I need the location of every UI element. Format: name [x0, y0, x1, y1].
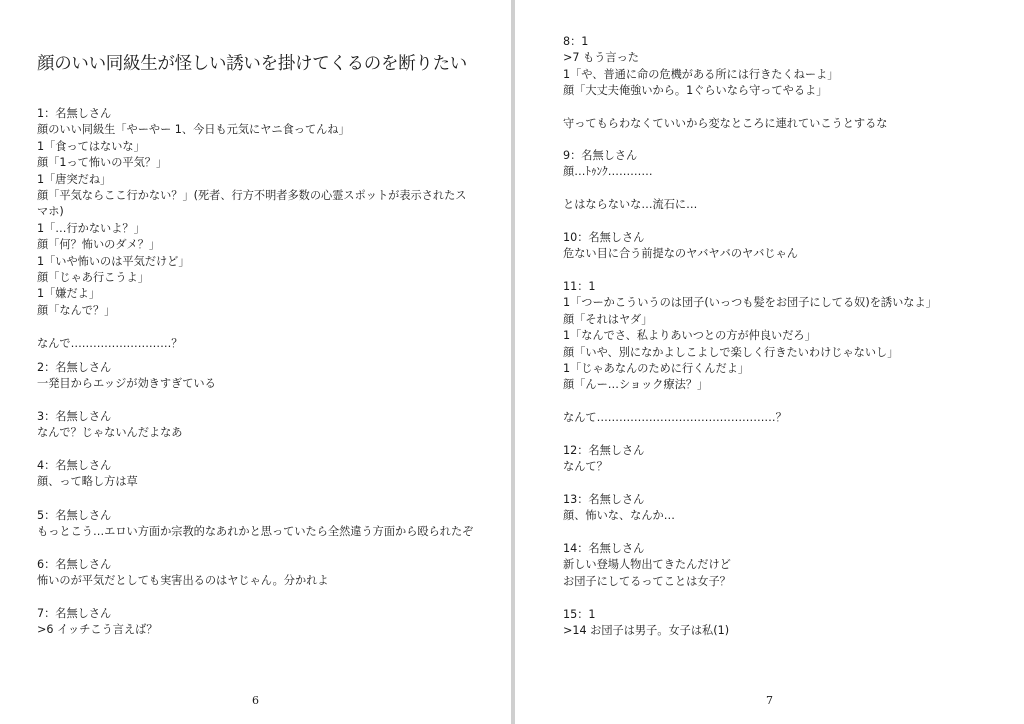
post-line: 顔「いや、別になかよしこよしで楽しく行きたいわけじゃないし」 [563, 345, 899, 359]
post-header: 13：名無しさん [563, 493, 645, 506]
page-left [0, 0, 511, 724]
post-line: 1「なんでさ、私よりあいつとの方が仲良いだろ」 [563, 329, 816, 343]
post-line: 顔「何？怖いのダメ？」 [37, 238, 161, 252]
post [37, 557, 477, 590]
post-header: 8：1 [563, 35, 589, 48]
page-number-right: 7 [766, 694, 773, 707]
document-title: 顔のいい同級生が怪しい誘いを掛けてくるのを断りたい [37, 54, 467, 74]
post-header: 7：名無しさん [37, 607, 112, 620]
post-line: 1「つーかこういうのは団子(いっつも髪をお団子にしてる奴)を誘いなよ」 [563, 296, 937, 310]
blank-line [563, 100, 993, 116]
post [37, 606, 477, 639]
post-header: 4：名無しさん [37, 459, 112, 472]
post-header: 11：1 [563, 280, 596, 293]
post-line: 一発目からエッジが効きすぎている [37, 377, 216, 391]
post-line: 1「じゃあなんのために行くんだよ」 [563, 362, 750, 376]
post-line: なんで？じゃないんだよなあ [37, 426, 183, 440]
post-line: 1「唐突だね」 [37, 172, 112, 186]
post-line: なんて？ [563, 460, 608, 474]
post-header: 2：名無しさん [37, 361, 112, 374]
blank-line [37, 319, 477, 335]
post-line: 怖いのが平気だとしても実害出るのはヤじゃん。分かれよ [37, 574, 329, 588]
post-header: 3：名無しさん [37, 410, 112, 423]
post-header: 5：名無しさん [37, 509, 112, 522]
post [563, 443, 993, 476]
post [563, 492, 993, 525]
post-line: 危ない目に合う前提なのヤバヤバのヤバじゃん [563, 247, 798, 261]
post-line: 顔、って略し方は草 [37, 475, 138, 489]
post-header: 1：名無しさん [37, 107, 112, 120]
post-line: 1「や、普通に命の危機がある所には行きたくねーよ」 [563, 67, 839, 81]
post-header: 10：名無しさん [563, 231, 645, 244]
page-right [515, 0, 1024, 724]
post [563, 541, 993, 590]
post [563, 148, 993, 214]
post-line: なんで………………………？ [37, 336, 183, 350]
blank-line [563, 394, 993, 410]
post-line: 新しい登場人物出てきたんだけど [563, 558, 731, 572]
post-line: 顔のいい同級生「やーやー 1、今日も元気にヤニ食ってんね」 [37, 123, 350, 137]
post-line: 顔「じゃあ行こうよ」 [37, 271, 149, 285]
post [37, 360, 477, 393]
post-line: 1「食ってはないな」 [37, 139, 145, 153]
post-line: 顔「んー…ショック療法？」 [563, 378, 709, 392]
post-line: とはならないな…流石に… [563, 198, 698, 212]
post-header: 9：名無しさん [563, 149, 638, 162]
post-line: 1「嫌だよ」 [37, 287, 101, 301]
post-line: 顔「それはヤダ」 [563, 312, 653, 326]
post-header: 14：名無しさん [563, 542, 645, 555]
post [563, 34, 993, 132]
post [37, 409, 477, 442]
post-line: 顔、怖いな、なんか… [563, 509, 675, 523]
post-line: 顔「大丈夫俺強いから。1ぐらいなら守ってやるよ」 [563, 84, 828, 98]
post [563, 230, 993, 263]
post-header: 6：名無しさん [37, 558, 112, 571]
post [37, 508, 477, 541]
post-line: 顔「なんで？」 [37, 303, 116, 317]
post-line: なんて…………………………………………？ [563, 411, 787, 425]
post-line: 顔…ﾄｩﾝｸ………… [563, 165, 653, 179]
post-line: 顔「1って怖いの平気？」 [37, 156, 168, 170]
post-line: >7 もう言った [563, 51, 639, 65]
blank-line [563, 181, 993, 197]
post [37, 106, 477, 352]
post [37, 458, 477, 491]
post [563, 607, 993, 640]
post-line: お団子にしてるってことは女子？ [563, 574, 731, 588]
post-line: 顔「平気ならここ行かない？」(死者、行方不明者多数の心霊スポットが表示されたスマホ) [37, 189, 467, 219]
page-number-left: 6 [252, 694, 259, 707]
post-header: 12：名無しさん [563, 444, 645, 457]
post-header: 15：1 [563, 608, 596, 621]
post-line: 1「いや怖いのは平気だけど」 [37, 254, 190, 268]
post [563, 279, 993, 427]
post-line: 1「…行かないよ？」 [37, 221, 145, 235]
post-line: >6 イッチこう言えば？ [37, 623, 158, 637]
post-line: もっとこう…エロい方面か宗教的なあれかと思っていたら全然違う方面から殴られたぞ [37, 525, 474, 539]
post-line: 守ってもらわなくていいから変なところに連れていこうとするな [563, 117, 888, 131]
post-line: >14 お団子は男子。女子は私(1) [563, 624, 730, 638]
